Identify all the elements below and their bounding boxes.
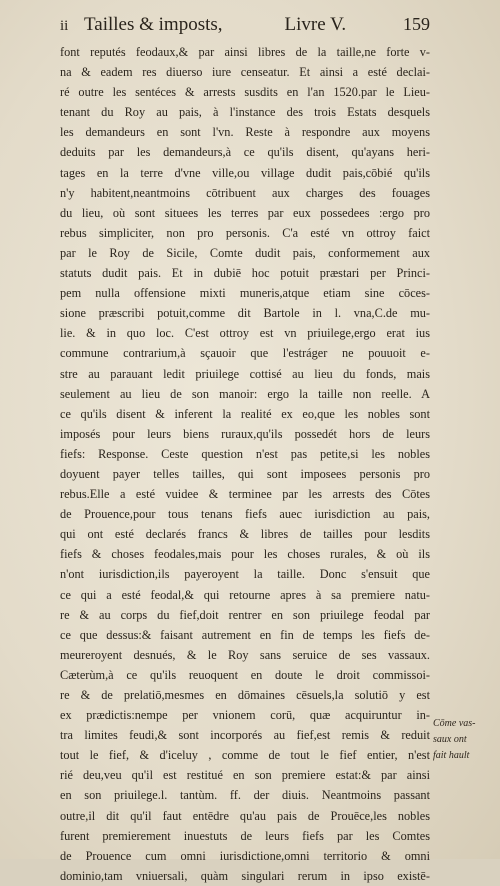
text-line: tages en la terre d'vne ville,ou village dudit pais,cōbié qu'ils (60, 165, 430, 180)
text-line: ce qui a esté feodal,& qui retourne apres à sa premiere natu- (60, 587, 430, 602)
text-line: ex prædictis:nempe per vnionem corū, quæ acquiruntur in- (60, 708, 430, 723)
text-line: de Prouence cum omni iurisdictione,omni territorio & omni (60, 848, 430, 863)
text-line: pem nulla offensione mixti muneris,atque etiam sine cōces- (60, 286, 430, 301)
text-line: qui ont esté declarés francs & libres de tailles pour lesdits (60, 527, 430, 542)
text-line: rebus.Elle a esté vuidee & terminee par les arrests des Cōtes (60, 487, 430, 502)
text-line: en son priuilege.l. tantùm. ff. der diuis. Neantmoins passant (60, 788, 430, 803)
text-line: ce qu'ils disent & inferent la realité ex eo,que les nobles sont (60, 406, 430, 421)
text-line: re & de prelatiō,mesmes en dōmaines cēsuels,la solutiō y est (60, 688, 430, 702)
book-label: Livre V. (284, 14, 347, 35)
text-line: stre au parauant ledit priuilege cottisé au lieu du fonds, mais (60, 366, 430, 381)
text-line: re & au corps du fief,doit rentrer en son priuilege feodal par (60, 607, 430, 622)
body-text (60, 42, 430, 886)
text-line: rebus simpliciter, non pro personis. C'a esté vn ottroy faict (60, 225, 430, 240)
text-line: font reputés feodaux,& par ainsi libres de la taille,ne forte v- (60, 45, 430, 59)
text-line: na & eadem res diuerso iure censeatur. Et ainsi a esté declai- (60, 65, 430, 80)
text-line: seulement au lieu de son manoir: ergo la taille non reelle. A (60, 386, 430, 401)
text-line: les demandeurs en sont l'vn. Reste à respondre aux moyens (60, 125, 430, 140)
text-line: outre,il dit qu'il faut entēdre qu'au pais de Prouēce,les nobles (60, 808, 430, 823)
text-line: furent premierement inuestuts de leurs fiefs par les Comtes (60, 828, 430, 843)
text-line: statuts dudit pais. Et in dubiē hoc potuit præstari per Princi- (60, 266, 430, 281)
page-number-left: ii (60, 18, 69, 34)
text-line: du lieu, où sont situees les terres par eux possedees :ergo pro (60, 205, 430, 220)
text-line: ce que dessus:& faisant autrement en fin de temps les fiefs de- (60, 627, 430, 642)
text-line: sione præscribi potuit,comme dit Bartole in l. vna,C.de mu- (60, 306, 430, 321)
running-title: Tailles & imposts, (84, 14, 223, 35)
text-line: tout le fief, & d'iceluy , comme de tout le fief entier, n'est (60, 748, 430, 763)
text-line: n'y habitent,neantmoins cōtribuent aux charges des fouages (60, 185, 430, 200)
text-line: n'ont iurisdiction,ils payeroyent la taille. Donc s'ensuit que (60, 567, 430, 582)
margin-note: saux ont (433, 734, 467, 745)
text-line: rié deu,veu qu'il est restitué en son premiere estat:& par ainsi (60, 768, 430, 783)
page-number-right: 159 (403, 14, 430, 34)
text-line: ré outre les sentéces & arrests susdits en l'an 1520.par le Lieu- (60, 85, 430, 100)
text-line: par le Roy de Sicile, Comte dudit pais, conformement aux (60, 245, 430, 260)
text-line: Cæterùm,à ce qu'ils reuoquent en doute le droit commissoi- (60, 667, 430, 682)
text-line: tenant du Roy au pais, à l'instance des trois Estats desquels (60, 105, 430, 120)
text-line: imposés pour leurs biens ruraux,qu'ils possedét hors de leurs (60, 426, 430, 441)
margin-note: Cōme vas- (433, 718, 476, 729)
text-line: fiefs & choses feodales,mais pour les choses rurales, & où ils (60, 547, 430, 562)
text-line: tra limites feudi,& sont incorporés au fief,est remis & reduit (60, 728, 430, 743)
text-line: doyuent payer telles tailles, qui sont imposees personis pro (60, 466, 430, 481)
margin-note: fait hault (433, 750, 470, 761)
text-line: commune contrarium,à sçauoir que l'estráger ne pouuoit e- (60, 346, 430, 361)
text-line: fiefs: Response. Ceste question n'est pas petite,si les nobles (60, 446, 430, 461)
text-line: lie. & in quo loc. C'est ottroy est vn priuilege,ergo erat ius (60, 326, 430, 341)
text-line: meureroyent desnués, & le Roy sans seruice de ses vassaux. (60, 647, 430, 662)
running-header (60, 14, 430, 40)
text-line: de Prouence,pour tous tenans fiefs auec iurisdiction au pais, (60, 507, 430, 522)
text-line: deduits par les demandeurs,à ce qu'ils disent, qu'ayans heri- (60, 145, 430, 160)
text-line: dominio,tam vniuersali, quàm singulari rerum in ipso existē- (60, 868, 430, 883)
